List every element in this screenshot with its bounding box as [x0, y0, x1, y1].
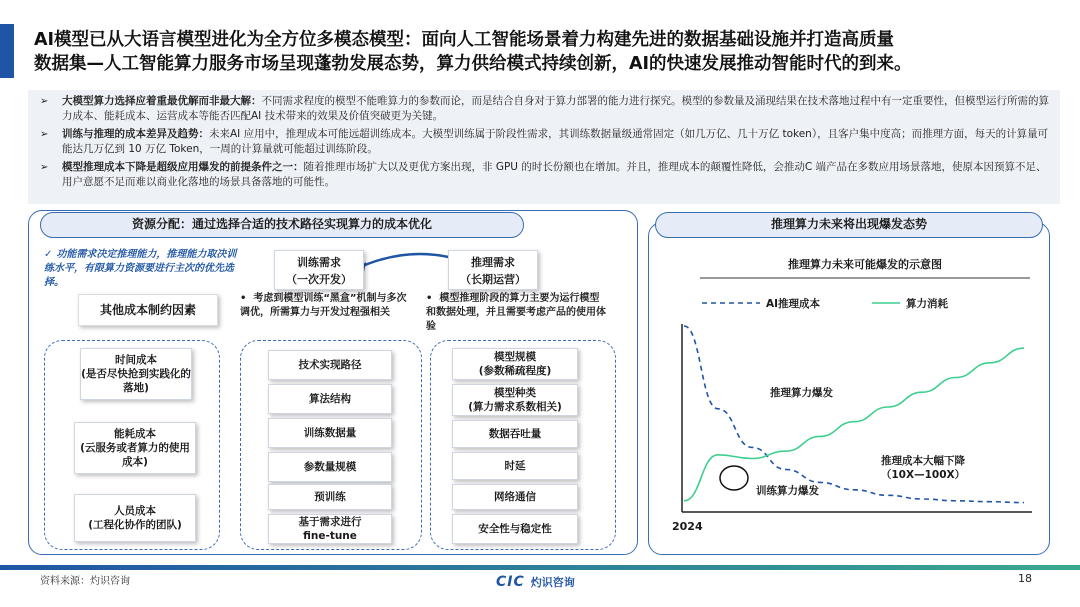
- training-factor-item: 技术实现路径: [268, 350, 392, 380]
- inference-demand-subtitle: （长期运营）: [460, 273, 526, 286]
- inference-burst-chart: [668, 316, 1038, 520]
- footer-logo: [496, 574, 575, 590]
- arrow-bullet-icon: ➢: [40, 162, 49, 173]
- training-factor-item: 预训练: [268, 484, 392, 510]
- chart-title-underline: [700, 276, 1040, 280]
- footer-source: 资料来源：灼识咨询: [40, 576, 130, 587]
- inference-factor-item: 时延: [452, 452, 578, 480]
- annotation-cost-drop: [858, 454, 988, 482]
- inference-burst-header: 推理算力未来将出现爆发态势: [655, 212, 1043, 238]
- annotation-cost-drop-line2: （10X—100X）: [880, 469, 966, 481]
- inference-factor-item: 模型种类 (算力需求系数相关): [452, 384, 578, 416]
- chart-title: 推理算力未来可能爆发的示意图: [788, 258, 942, 271]
- page-title: [34, 28, 1064, 76]
- time-cost-box: 时间成本 (是否尽快抢到实践化的落地): [80, 348, 192, 400]
- inference-note-text: 模型推理阶段的算力主要为运行模型和数据处理，并且需要考虑产品的使用体验: [426, 293, 606, 332]
- bullet-item: [36, 127, 1052, 157]
- inference-demand-box: [448, 250, 538, 290]
- training-note: [240, 292, 412, 320]
- training-factor-item: 算法结构: [268, 384, 392, 414]
- summary-bullets: [28, 90, 1060, 204]
- bullet-heading: 训练与推理的成本差异及趋势：: [62, 128, 209, 140]
- title-accent-bar: [0, 24, 14, 78]
- inference-factor-item: 模型规模 (参数稀疏程度): [452, 348, 578, 380]
- resource-allocation-header: 资源分配：通过选择合适的技术路径实现算力的成本优化: [40, 212, 524, 238]
- training-demand-box: [274, 250, 364, 290]
- training-factor-item: 基于需求进行 fine-tune: [268, 514, 392, 544]
- inference-demand-title: 推理需求: [471, 256, 515, 269]
- training-burst-circle: [720, 466, 748, 490]
- cic-logo-mark: CIC: [496, 574, 525, 590]
- bullet-text: 未来AI 应用中，推理成本可能远超训练成本。大模型训练属于阶段性需求，其训练数据量级通常固定（如几万亿、几十万亿 token），且客户集中度高；而推理方面，每天的计算量可能达几万亿到 10 万亿 Token，一周的计算量就可能超过训练阶段。: [62, 128, 1049, 155]
- arrow-bullet-icon: ➢: [40, 96, 49, 107]
- energy-cost-box: 能耗成本 (云服务或者算力的使用成本): [74, 422, 196, 474]
- legend-compute-label: 算力消耗: [906, 298, 948, 310]
- other-costs-header: 其他成本制约因素: [78, 294, 218, 326]
- bullet-dot: •: [240, 293, 254, 304]
- annotation-training-burst: 训练算力爆发: [756, 485, 819, 497]
- inference-note: [426, 292, 606, 334]
- personnel-cost-box: 人员成本 (工程化协作的团队): [74, 494, 196, 542]
- bullet-text: 随着推理市场扩大以及更优方案出现，非 GPU 的时长份额也在增加。并且，推理成本的颠覆性降低，会推动C 端产品在多数应用场景落地，使原本因预算不足、用户意愿不足而难以商业化落地的场景具备落地的可能性。: [62, 161, 1047, 188]
- annotation-inference-burst: 推理算力爆发: [770, 387, 833, 399]
- bullet-item: [36, 94, 1052, 124]
- inference-factor-item: 安全性与稳定性: [452, 514, 578, 544]
- priority-note-text: 功能需求决定推理能力，推理能力取决训练水平，有限算力资源要进行主次的优先选择。: [44, 249, 237, 288]
- arrow-bullet-icon: ➢: [40, 129, 49, 140]
- title-line-2: 数据集—人工智能算力服务市场呈现蓬勃发展态势，算力供给模式持续创新，AI的快速发展推动智能时代的到来。: [34, 54, 912, 74]
- chart-legend: [700, 296, 1030, 310]
- bullet-heading: 大模型算力选择应着重最优解而非最大解：: [62, 95, 262, 107]
- training-factor-item: 参数量规模: [268, 452, 392, 482]
- footer-divider: [0, 565, 1080, 570]
- bullet-heading: 模型推理成本下降是超级应用爆发的前提条件之一：: [62, 161, 304, 173]
- legend-cost-label: AI推理成本: [766, 298, 821, 310]
- bullet-text: 不同需求程度的模型不能唯算力的参数而论，而是结合自身对于算力部署的能力进行探究。模型的参数量及涌现结果在技术落地过程中有一定重要性，但模型运行所需的算力成本、能耗成本、运营成本等能否匹配AI 技术带来的效果及价值突破更为关键。: [62, 95, 1049, 122]
- inference-factor-item: 网络通信: [452, 484, 578, 510]
- training-demand-subtitle: （一次开发）: [286, 273, 352, 286]
- annotation-cost-drop-line1: 推理成本大幅下降: [881, 455, 965, 467]
- bullet-item: [36, 160, 1052, 190]
- page-number: 18: [1018, 572, 1032, 585]
- title-line-1: AI模型已从大语言模型进化为全方位多模态模型：面向人工智能场景着力构建先进的数据基础设施并打造高质量: [34, 30, 895, 50]
- training-factor-item: 训练数据量: [268, 418, 392, 448]
- priority-note: [44, 248, 244, 290]
- bullet-dot: •: [426, 293, 440, 304]
- inference-factor-item: 数据吞吐量: [452, 420, 578, 448]
- cic-logo-text: 灼识咨询: [530, 576, 575, 589]
- training-demand-title: 训练需求: [297, 256, 341, 269]
- check-icon: ✓: [44, 249, 53, 260]
- x-tick-label: 2024: [672, 520, 703, 533]
- training-note-text: 考虑到模型训练“黑盒”机制与多次调优，所需算力与开发过程强相关: [240, 293, 407, 318]
